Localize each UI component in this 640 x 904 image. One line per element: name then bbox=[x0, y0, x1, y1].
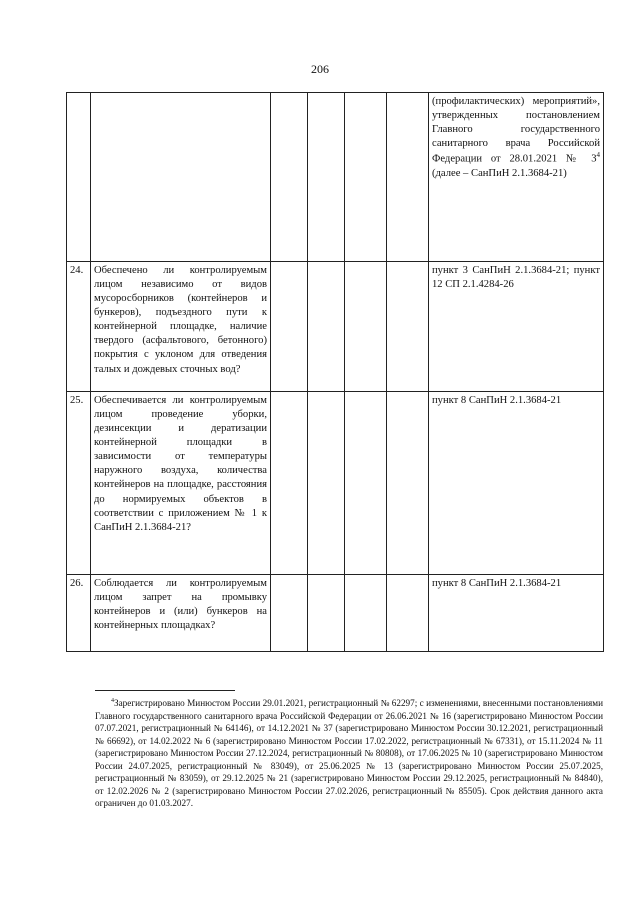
answer-na-cell bbox=[345, 262, 387, 392]
answer-na-cell bbox=[345, 575, 387, 652]
answer-yes-cell bbox=[271, 262, 308, 392]
answer-no-cell bbox=[308, 93, 345, 262]
question-cell bbox=[91, 93, 271, 262]
note-cell bbox=[387, 392, 429, 575]
page-number: 206 bbox=[311, 62, 329, 76]
answer-no-cell bbox=[308, 262, 345, 392]
answer-yes-cell bbox=[271, 93, 308, 262]
reference-cell bbox=[429, 93, 604, 262]
row-number: 24. bbox=[67, 262, 91, 392]
question-cell: Соблюдается ли контролируемым лицом запрет на промывку контейнеров и (или) бункеров на контейнерных площадках? bbox=[91, 575, 271, 652]
reference-text: (профилактических) мероприятий», утвержденных постановлением Главного государственного санитарного врача Российской Федерации от 28.01.2021 № 3 bbox=[432, 96, 600, 165]
note-cell bbox=[387, 262, 429, 392]
answer-na-cell bbox=[345, 93, 387, 262]
table-row bbox=[67, 392, 604, 575]
answer-yes-cell bbox=[271, 575, 308, 652]
question-cell: Обеспечено ли контролируемым лицом независимо от видов мусоросборников (контейнеров и бункеров), подъездного пути к контейнерной площадке, наличие твердого (асфальтового, бетонного) покрытия с уклоном для отведения талых и дождевых сточных вод? bbox=[91, 262, 271, 392]
reference-cell: пункт 8 СанПиН 2.1.3684-21 bbox=[429, 392, 604, 575]
answer-na-cell bbox=[345, 392, 387, 575]
footnote-divider bbox=[95, 690, 235, 691]
note-cell bbox=[387, 93, 429, 262]
question-cell: Обеспечивается ли контролируемым лицом проведение уборки, дезинсекции и дератизации контейнерной площадки в зависимости от температуры наружного воздуха, количества контейнеров на площадке, расстояния до нормируемых объектов в соответствии с приложением № 1 к СанПиН 2.1.3684-21? bbox=[91, 392, 271, 575]
table-row bbox=[67, 262, 604, 392]
row-number bbox=[67, 93, 91, 262]
row-number: 25. bbox=[67, 392, 91, 575]
checklist-table bbox=[66, 92, 604, 652]
footnote bbox=[95, 697, 603, 810]
table-row bbox=[67, 575, 604, 652]
table-row-continuation bbox=[67, 93, 604, 262]
footnote-text: Зарегистрировано Минюстом России 29.01.2021, регистрационный № 62297; с изменениями, внесенными постановлениями Главного государственного санитарного врача Российской Федерации от 26.06.2021 № 16 (зарегистрировано Минюстом России 07.07.2021, регистрационный № 64146), от 14.12.2021 № 37 (зарегистрировано Минюстом России 30.12.2021, регистрационный № 66692), от 14.02.2022 № 6 (зарегистрировано Минюстом России 17.02.2022, регистрационный № 67331), от 15.11.2024 № 11 (зарегистрировано Минюстом России 27.12.2024, регистрационный № 80808), от 17.06.2025 № 10 (зарегистрировано Минюстом России 24.07.2025, регистрационный № 83049), от 25.06.2025 № 13 (зарегистрировано Минюстом России 25.07.2025, регистрационный № 83059), от 29.12.2025 № 21 (зарегистрировано Минюстом России 29.12.2025, регистрационный № 84840), от 12.02.2026 № 2 (зарегистрировано Минюстом России 27.02.2026, регистрационный № 85505). Срок действия данного акта ограничен до 01.03.2027. bbox=[95, 698, 603, 809]
answer-no-cell bbox=[308, 575, 345, 652]
row-number: 26. bbox=[67, 575, 91, 652]
reference-cell: пункт 8 СанПиН 2.1.3684-21 bbox=[429, 575, 604, 652]
answer-no-cell bbox=[308, 392, 345, 575]
answer-yes-cell bbox=[271, 392, 308, 575]
footnote-number: 4 bbox=[111, 698, 114, 704]
reference-tail: (далее – СанПиН 2.1.3684-21) bbox=[432, 167, 567, 179]
footnote-marker: 4 bbox=[596, 151, 600, 160]
reference-cell: пункт 3 СанПиН 2.1.3684-21; пункт 12 СП 2.1.4284-26 bbox=[429, 262, 604, 392]
note-cell bbox=[387, 575, 429, 652]
